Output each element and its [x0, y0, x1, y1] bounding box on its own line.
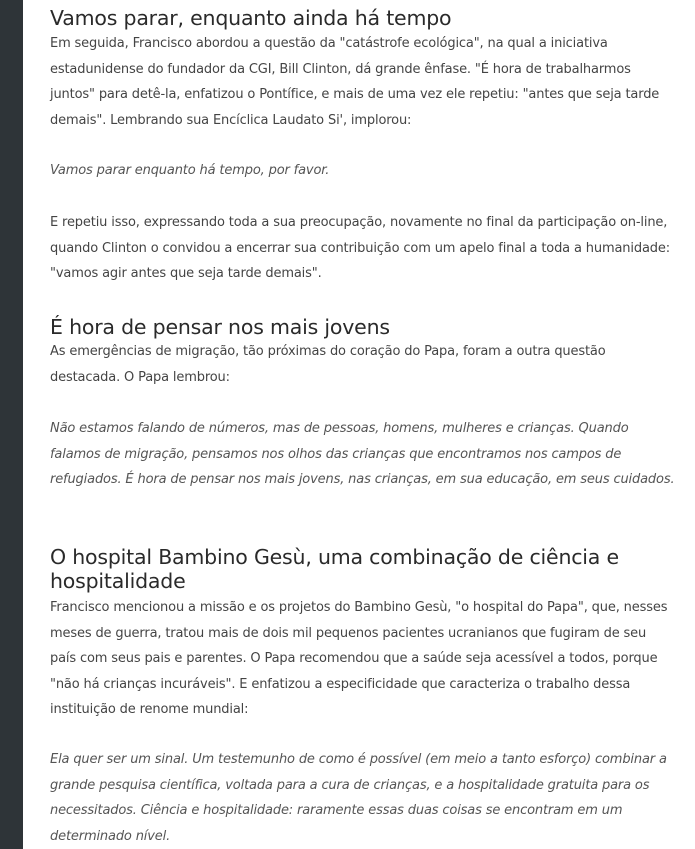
- section-quote: Não estamos falando de números, mas de pessoas, homens, mulheres e crianças. Quando falamos de migração, pensamos nos olhos das crianças que encontramos nos campos de refugiados. É hora de pensar nos mais jovens, nas crianças, em sua educação, em seus cuidados.: [50, 421, 675, 487]
- section-paragraph: E repetiu isso, expressando toda a sua preocupação, novamente no final da participação on-line, quando Clinton o convidou a encerrar sua contribuição com um apelo final a toda a humanidade: "vamos agir antes que seja tarde demais".: [50, 215, 670, 281]
- section-quote: Vamos parar enquanto há tempo, por favor.: [50, 163, 330, 178]
- section-heading: Vamos parar, enquanto ainda há tempo: [50, 6, 452, 30]
- section-paragraph: As emergências de migração, tão próximas do coração do Papa, foram a outra questão destacada. O Papa lembrou:: [50, 344, 606, 385]
- left-sidebar-bar: [0, 0, 23, 849]
- section-paragraph: Em seguida, Francisco abordou a questão da "catástrofe ecológica", na qual a iniciativa estadunidense do fundador da CGI, Bill Clinton, dá grande ênfase. "É hora de trabalharmos juntos" para detê-la, enfatizou o Pontífice, e mais de uma vez ele repetiu: "antes que seja tarde demais". Lembrando sua Encíclica Laudato Si', implorou:: [50, 36, 660, 128]
- section-heading: O hospital Bambino Gesù, uma combinação de ciência e hospitalidade: [50, 545, 619, 593]
- section-heading: É hora de pensar nos mais jovens: [50, 315, 390, 339]
- section-paragraph: Francisco mencionou a missão e os projetos do Bambino Gesù, "o hospital do Papa", que, nesses meses de guerra, tratou mais de dois mil pequenos pacientes ucranianos que fugiram de seu país com seus pais e parentes. O Papa recomendou que a saúde seja acessível a todos, porque "não há crianças incuráveis". E enfatizou a especificidade que caracteriza o trabalho dessa instituição de renome mundial:: [50, 600, 668, 717]
- section-quote: Ela quer ser um sinal. Um testemunho de como é possível (em meio a tanto esforço) combinar a grande pesquisa científica, voltada para a cura de crianças, e a hospitalidade gratuita para os necessitados. Ciência e hospitalidade: raramente essas duas coisas se encontram em um determinado nível.: [50, 752, 667, 844]
